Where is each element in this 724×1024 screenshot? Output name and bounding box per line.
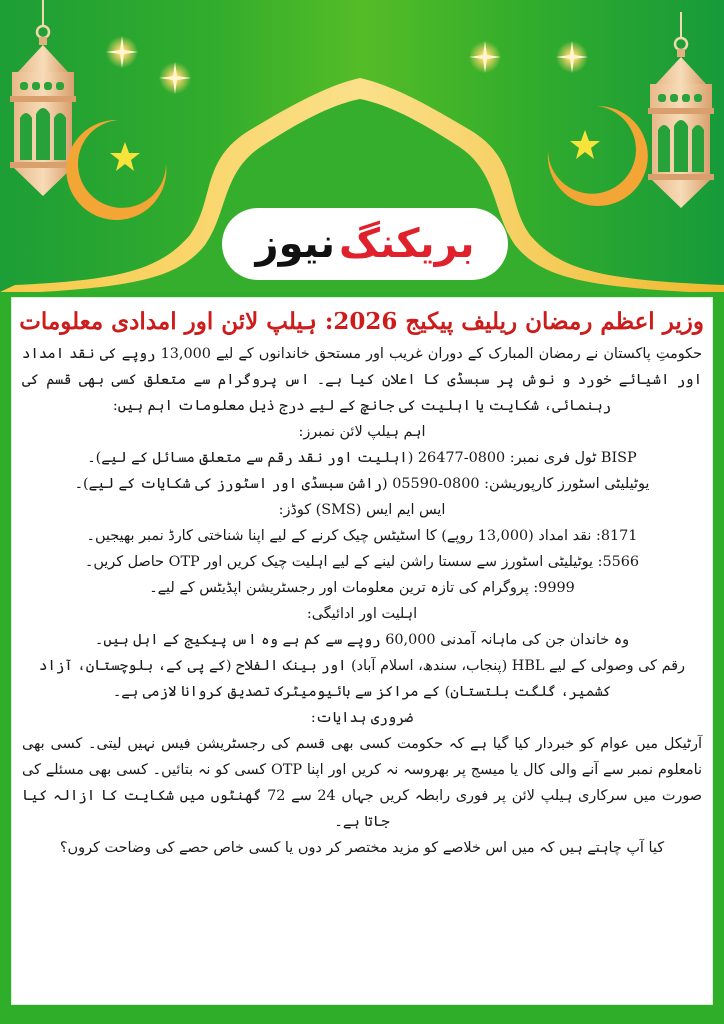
instructions-paragraph: آرٹیکل میں عوام کو خبردار کیا گیا ہے کہ حکومت کسی بھی قسم کی رجسٹریشن فیس نہیں لیتی۔ کسی بھی نامعلوم نمبر سے آنے والی کال یا میسج پر بھروسہ نہ کریں اور اپنا OTP کسی کو نہ بتائیں۔ کسی بھی مسئلے کی صورت میں سرکاری ہیلپ لائن پر فوری رابطہ کریں جہاں 24 سے 72 گھنٹوں میں شکایت کا ازالہ کیا جاتا ہے۔ [22, 736, 703, 830]
header-banner [0, 0, 724, 292]
eligibility-item: رقم کی وصولی کے لیے HBL (پنجاب، سندھ، اسلام آباد) اور بینک الفلاح (کے پی کے، بلوچستان، آزاد کشمیر، گلگت بلتستان) کے مراکز سے بائیومیٹرک تصدیق کروانا لازمی ہے۔ [38, 658, 686, 700]
eligibility-item: وہ خاندان جن کی ماہانہ آمدنی 60,000 روپے سے کم ہے وہ اس پیکیج کے اہل ہیں۔ [94, 632, 630, 648]
sparkle-icon [159, 62, 191, 94]
lantern-icon [10, 0, 76, 196]
sms-code-item: 9999: پروگرام کی تازہ ترین معلومات اور رجسٹریشن اپڈیٹس کے لیے۔ [149, 580, 575, 596]
sparkle-icon [106, 36, 138, 68]
breaking-news-badge [222, 208, 508, 280]
sparkle-icon [556, 41, 588, 73]
sms-code-item: 5566: یوٹیلیٹی اسٹورز سے سستا راشن لینے کے لیے اہلیت چیک کریں اور OTP حاصل کریں۔ [84, 554, 640, 570]
instructions-heading: ضروری ہدایات: [310, 710, 414, 726]
eligibility-heading: اہلیت اور ادائیگی: [306, 606, 418, 622]
article-title: وزیر اعظم رمضان ریلیف پیکیج 2026: ہیلپ لائن اور امدادی معلومات [19, 308, 704, 335]
article-panel [11, 297, 713, 1005]
intro-paragraph: حکومتِ پاکستان نے رمضان المبارک کے دوران غریب اور مستحق خاندانوں کے لیے 13,000 روپے کی نقد امداد اور اشیائے خورد و نوش پر سبسڈی کا اعلان کیا ہے۔ اس پروگرام سے متعلق کسی بھی قسم کی رہنمائی، شکایت یا اہلیت کی جانچ کے لیے درج ذیل معلومات اہم ہیں: [22, 346, 702, 414]
crescent-star-icon [548, 106, 648, 206]
helpline-item: یوٹیلیٹی اسٹورز کارپوریشن: 0800-05590 (راشن سبسڈی اور اسٹورز کی شکایات کے لیے)۔ [74, 476, 650, 492]
closing-question: کیا آپ چاہتے ہیں کہ میں اس خلاصے کو مزید مختصر کر دوں یا کسی خاص حصے کی وضاحت کروں؟ [59, 840, 665, 856]
article-body [12, 341, 712, 861]
helpline-item: BISP ٹول فری نمبر: 0800-26477 (اہلیت اور نقد رقم سے متعلق مسائل کے لیے)۔ [87, 450, 637, 466]
badge-breaking-text: بریکنگ [339, 221, 475, 267]
lantern-icon [648, 12, 714, 208]
badge-news-text: نیوز [255, 221, 335, 267]
helpline-heading: اہم ہیلپ لائن نمبرز: [298, 424, 426, 440]
sms-heading: ایس ایم ایس (SMS) کوڈز: [278, 502, 446, 518]
crescent-star-icon [66, 120, 166, 220]
sparkle-icon [469, 41, 501, 73]
sms-code-item: 8171: نقد امداد (13,000 روپے) کا اسٹیٹس چیک کرنے کے لیے اپنا شناختی کارڈ نمبر بھیجیں۔ [86, 528, 638, 544]
